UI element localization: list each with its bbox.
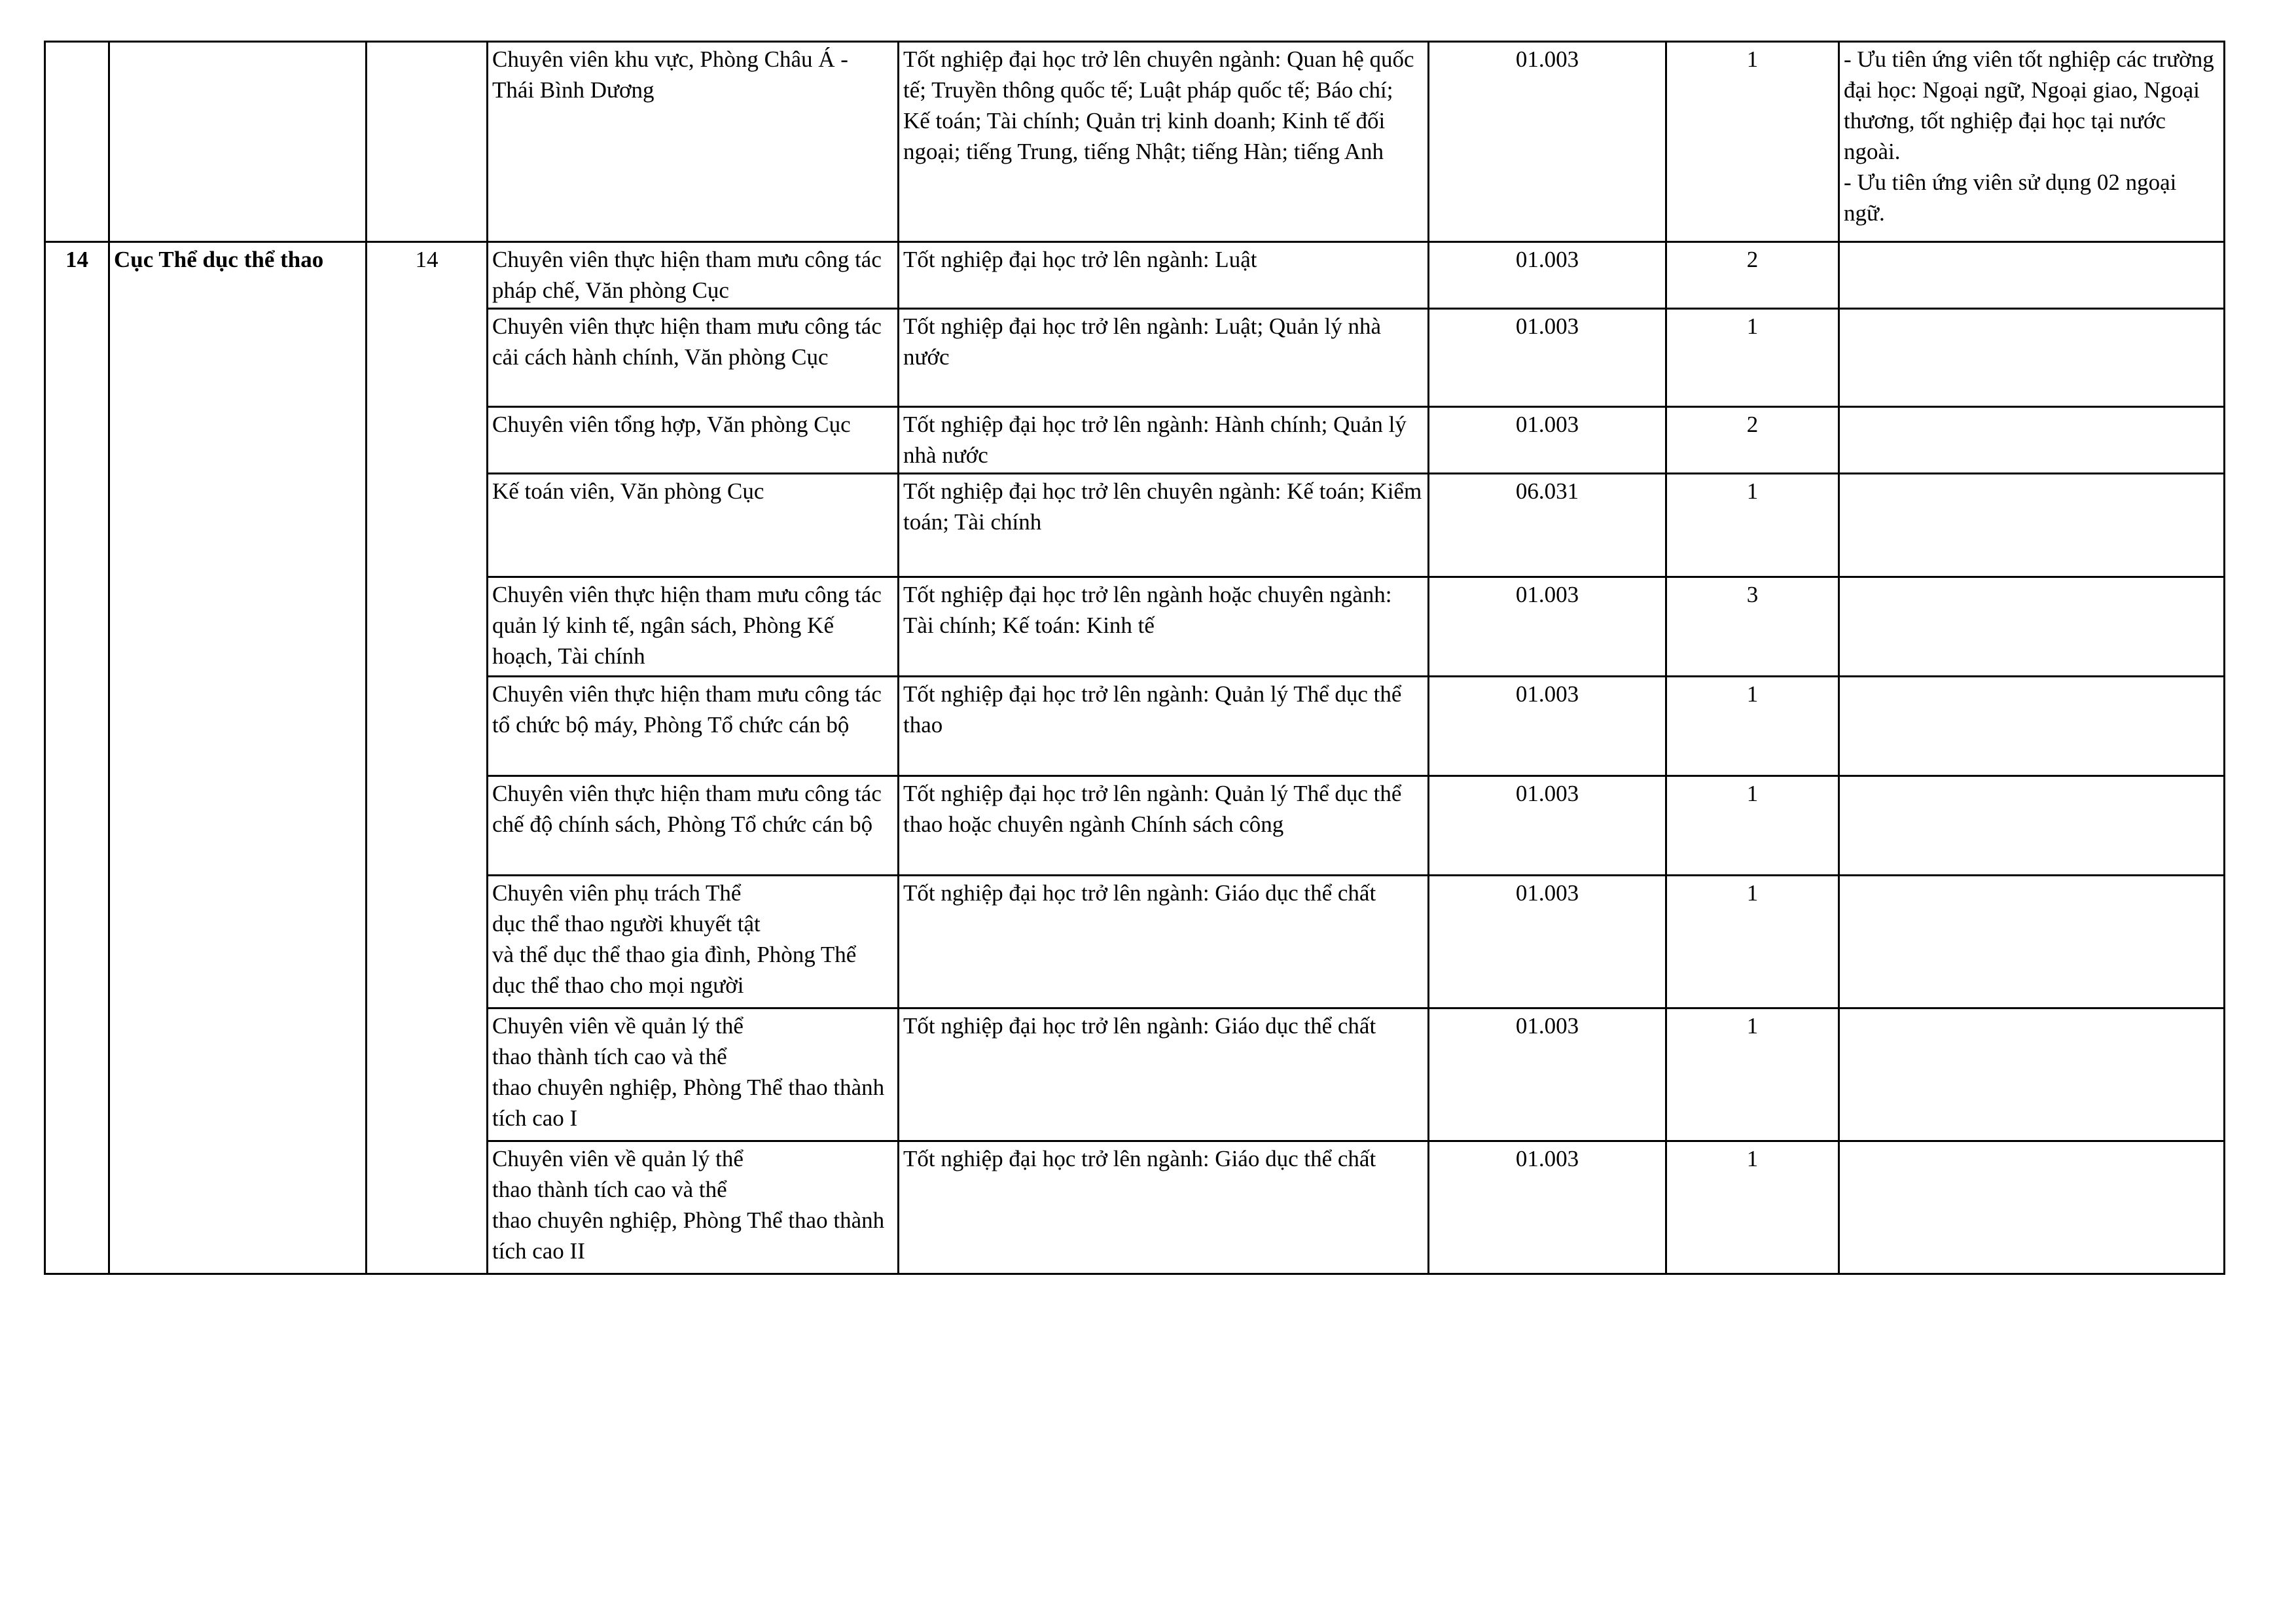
position-cell: Chuyên viên thực hiện tham mưu công tác cải cách hành chính, Văn phòng Cục — [488, 309, 899, 407]
note-cell — [1839, 42, 2225, 242]
requirement-cell: Tốt nghiệp đại học trở lên ngành: Giáo dục thể chất — [899, 876, 1429, 1008]
quantity-cell: 3 — [1666, 577, 1839, 677]
quantity-cell: 2 — [1666, 242, 1839, 309]
code-cell: 01.003 — [1429, 407, 1666, 474]
code-cell: 01.003 — [1429, 309, 1666, 407]
position-cell: Chuyên viên thực hiện tham mưu công tác tổ chức bộ máy, Phòng Tổ chức cán bộ — [488, 677, 899, 776]
requirement-cell: Tốt nghiệp đại học trở lên chuyên ngành: Kế toán; Kiểm toán; Tài chính — [899, 474, 1429, 577]
note-cell — [1839, 876, 2225, 1008]
position-cell: Chuyên viên thực hiện tham mưu công tác pháp chế, Văn phòng Cục — [488, 242, 899, 309]
note-cell — [1839, 474, 2225, 577]
code-cell: 01.003 — [1429, 1141, 1666, 1274]
requirement-cell: Tốt nghiệp đại học trở lên ngành: Luật — [899, 242, 1429, 309]
requirement-cell: Tốt nghiệp đại học trở lên ngành hoặc chuyên ngành: Tài chính; Kế toán: Kinh tế — [899, 577, 1429, 677]
group-stt: 14 — [45, 242, 109, 1274]
code-cell: 01.003 — [1429, 242, 1666, 309]
note-cell — [1839, 677, 2225, 776]
note-cell — [1839, 242, 2225, 309]
unit-cell — [109, 42, 367, 242]
table-row — [45, 42, 2225, 242]
quantity-cell: 1 — [1666, 776, 1839, 876]
quantity-cell: 1 — [1666, 1008, 1839, 1141]
position-cell: Chuyên viên về quản lý thể thao thành tích cao và thể thao chuyên nghiệp, Phòng Thể thao thành tích cao II — [488, 1141, 899, 1274]
position-cell: Chuyên viên về quản lý thể thao thành tích cao và thể thao chuyên nghiệp, Phòng Thể thao thành tích cao I — [488, 1008, 899, 1141]
position-cell: Chuyên viên phụ trách Thể dục thể thao người khuyết tật và thể dục thể thao gia đình, Phòng Thể dục thể thao cho mọi người — [488, 876, 899, 1008]
group-total: 14 — [367, 242, 488, 1274]
code-cell: 01.003 — [1429, 1008, 1666, 1141]
requirement-cell: Tốt nghiệp đại học trở lên ngành: Giáo dục thể chất — [899, 1141, 1429, 1274]
table-row — [45, 242, 2225, 309]
code-cell: 01.003 — [1429, 677, 1666, 776]
quantity-cell: 1 — [1666, 474, 1839, 577]
requirement-cell: Tốt nghiệp đại học trở lên ngành: Giáo dục thể chất — [899, 1008, 1429, 1141]
position-cell: Chuyên viên khu vực, Phòng Châu Á - Thái Bình Dương — [488, 42, 899, 242]
recruitment-table — [44, 41, 2225, 1275]
group-unit: Cục Thể dục thể thao — [109, 242, 367, 1274]
note-priority-languages: - Ưu tiên ứng viên sử dụng 02 ngoại ngữ. — [1844, 169, 2177, 226]
quantity-cell: 1 — [1666, 1141, 1839, 1274]
position-cell: Chuyên viên thực hiện tham mưu công tác quản lý kinh tế, ngân sách, Phòng Kế hoạch, Tài chính — [488, 577, 899, 677]
note-cell — [1839, 577, 2225, 677]
total-cell — [367, 42, 488, 242]
code-cell: 01.003 — [1429, 42, 1666, 242]
note-cell — [1839, 407, 2225, 474]
quantity-cell: 1 — [1666, 309, 1839, 407]
note-cell — [1839, 1008, 2225, 1141]
requirement-cell: Tốt nghiệp đại học trở lên ngành: Quản lý Thể dục thể thao hoặc chuyên ngành Chính sách công — [899, 776, 1429, 876]
position-cell: Chuyên viên thực hiện tham mưu công tác chế độ chính sách, Phòng Tổ chức cán bộ — [488, 776, 899, 876]
code-cell: 01.003 — [1429, 577, 1666, 677]
position-cell: Chuyên viên tổng hợp, Văn phòng Cục — [488, 407, 899, 474]
note-cell — [1839, 309, 2225, 407]
stt-cell — [45, 42, 109, 242]
code-cell: 06.031 — [1429, 474, 1666, 577]
requirement-cell: Tốt nghiệp đại học trở lên chuyên ngành: Quan hệ quốc tế; Truyền thông quốc tế; Luật pháp quốc tế; Báo chí; Kế toán; Tài chính; Quản trị kinh doanh; Kinh tế đối ngoại; tiếng Trung, tiếng Nhật; tiếng Hàn; tiếng Anh — [899, 42, 1429, 242]
note-priority-universities: - Ưu tiên ứng viên tốt nghiệp các trường đại học: Ngoại ngữ, Ngoại giao, Ngoại thương, tốt nghiệp đại học tại nước ngoài. — [1844, 46, 2214, 164]
code-cell: 01.003 — [1429, 876, 1666, 1008]
quantity-cell: 1 — [1666, 876, 1839, 1008]
requirement-cell: Tốt nghiệp đại học trở lên ngành: Luật; Quản lý nhà nước — [899, 309, 1429, 407]
position-cell: Kế toán viên, Văn phòng Cục — [488, 474, 899, 577]
code-cell: 01.003 — [1429, 776, 1666, 876]
note-cell — [1839, 1141, 2225, 1274]
quantity-cell: 1 — [1666, 677, 1839, 776]
note-cell — [1839, 776, 2225, 876]
quantity-cell: 1 — [1666, 42, 1839, 242]
requirement-cell: Tốt nghiệp đại học trở lên ngành: Hành chính; Quản lý nhà nước — [899, 407, 1429, 474]
quantity-cell: 2 — [1666, 407, 1839, 474]
requirement-cell: Tốt nghiệp đại học trở lên ngành: Quản lý Thể dục thể thao — [899, 677, 1429, 776]
